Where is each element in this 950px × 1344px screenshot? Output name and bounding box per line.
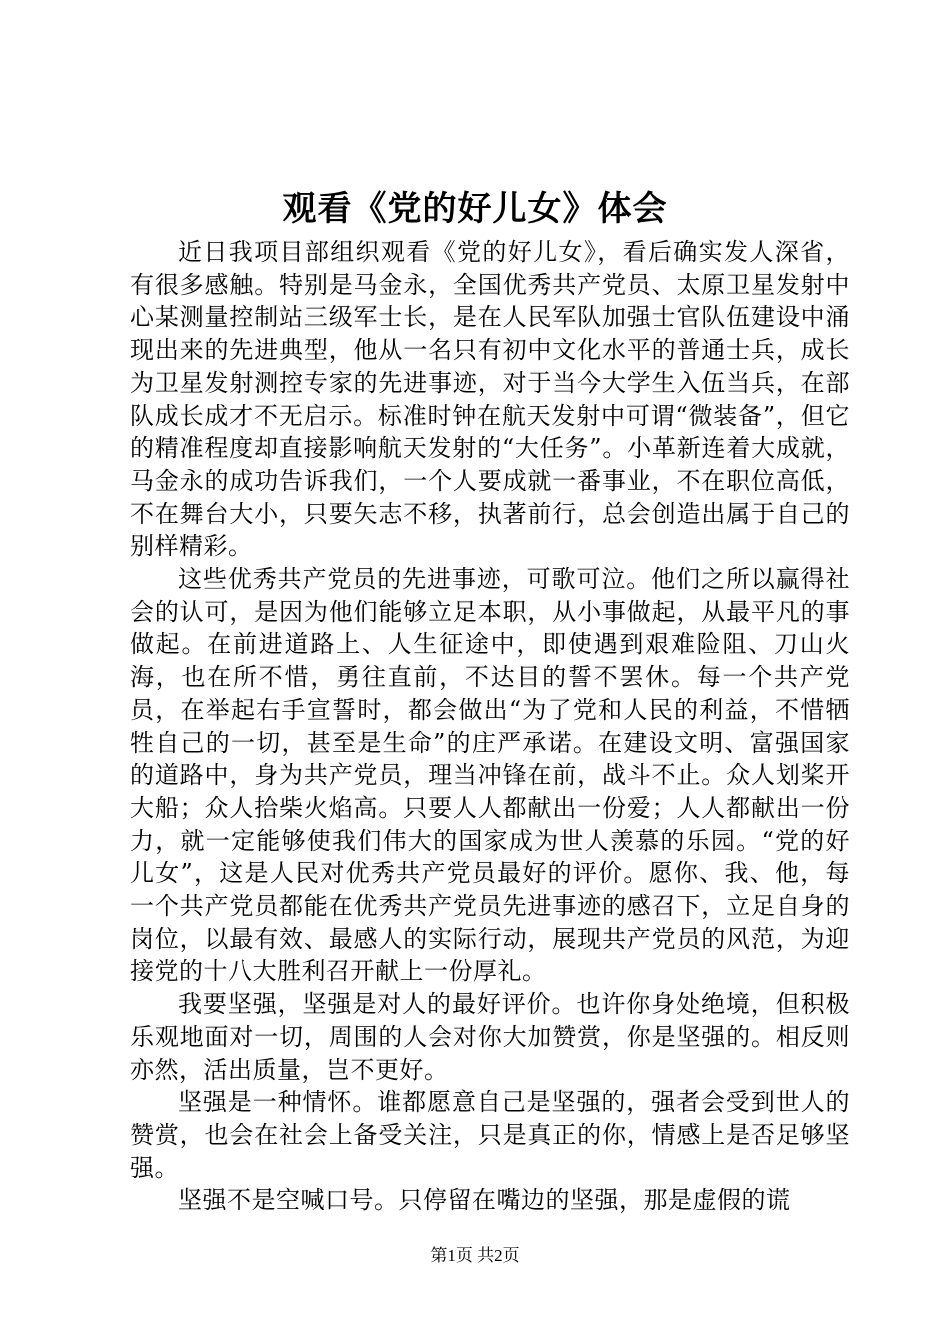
page-number-footer: 第1页 共2页 xyxy=(430,1246,520,1265)
document-title: 观看《党的好儿女》体会 xyxy=(282,189,668,229)
document-body xyxy=(130,236,850,1217)
paragraph: 我要坚强，坚强是对人的最好评价。也许你身处绝境，但积极乐观地面对一切，周围的人会对你大加赞赏，你是坚强的。相反则亦然，活出质量，岂不更好。 xyxy=(130,990,850,1084)
paragraph: 坚强是一种情怀。谁都愿意自己是坚强的，强者会受到世人的赞赏，也会在社会上备受关注，只是真正的你，情感上是否足够坚强。 xyxy=(130,1088,850,1182)
paragraph: 坚强不是空喊口号。只停留在嘴边的坚强，那是虚假的谎 xyxy=(178,1186,791,1215)
paragraph: 近日我项目部组织观看《党的好儿女》，看后确实发人深省，有很多感触。特别是马金永，全国优秀共产党员、太原卫星发射中心某测量控制站三级军士长，是在人民军队加强士官队伍建设中涌现出来的先进典型，他从一名只有初中文化水平的普通士兵，成长为卫星发射测控专家的先进事迹，对于当今大学生入伍当兵，在部队成长成才不无启示。标准时钟在航天发射中可谓“微装备”，但它的精准程度却直接影响航天发射的“大任务”。小革新连着大成就，马金永的成功告诉我们，一个人要成就一番事业，不在职位高低，不在舞台大小，只要矢志不移，执著前行，总会创造出属于自己的别样精彩。 xyxy=(130,238,850,561)
paragraph: 这些优秀共产党员的先进事迹，可歌可泣。他们之所以赢得社会的认可，是因为他们能够立足本职，从小事做起，从最平凡的事做起。在前进道路上、人生征途中，即使遇到艰难险阻、刀山火海，也在所不惜，勇往直前，不达目的誓不罢休。每一个共产党员，在举起右手宣誓时，都会做出“为了党和人民的利益，不惜牺牲自己的一切，甚至是生命”的庄严承诺。在建设文明、富强国家的道路中，身为共产党员，理当冲锋在前，战斗不止。众人划桨开大船；众人拾柴火焰高。只要人人都献出一份爱；人人都献出一份力，就一定能够使我们伟大的国家成为世人羡慕的乐园。“党的好儿女”，这是人民对优秀共产党员最好的评价。愿你、我、他，每一个共产党员都能在优秀共产党员先进事迹的感召下，立足自身的岗位，以最有效、最感人的实际行动，展现共产党员的风范，为迎接党的十八大胜利召开献上一份厚礼。 xyxy=(130,565,850,986)
